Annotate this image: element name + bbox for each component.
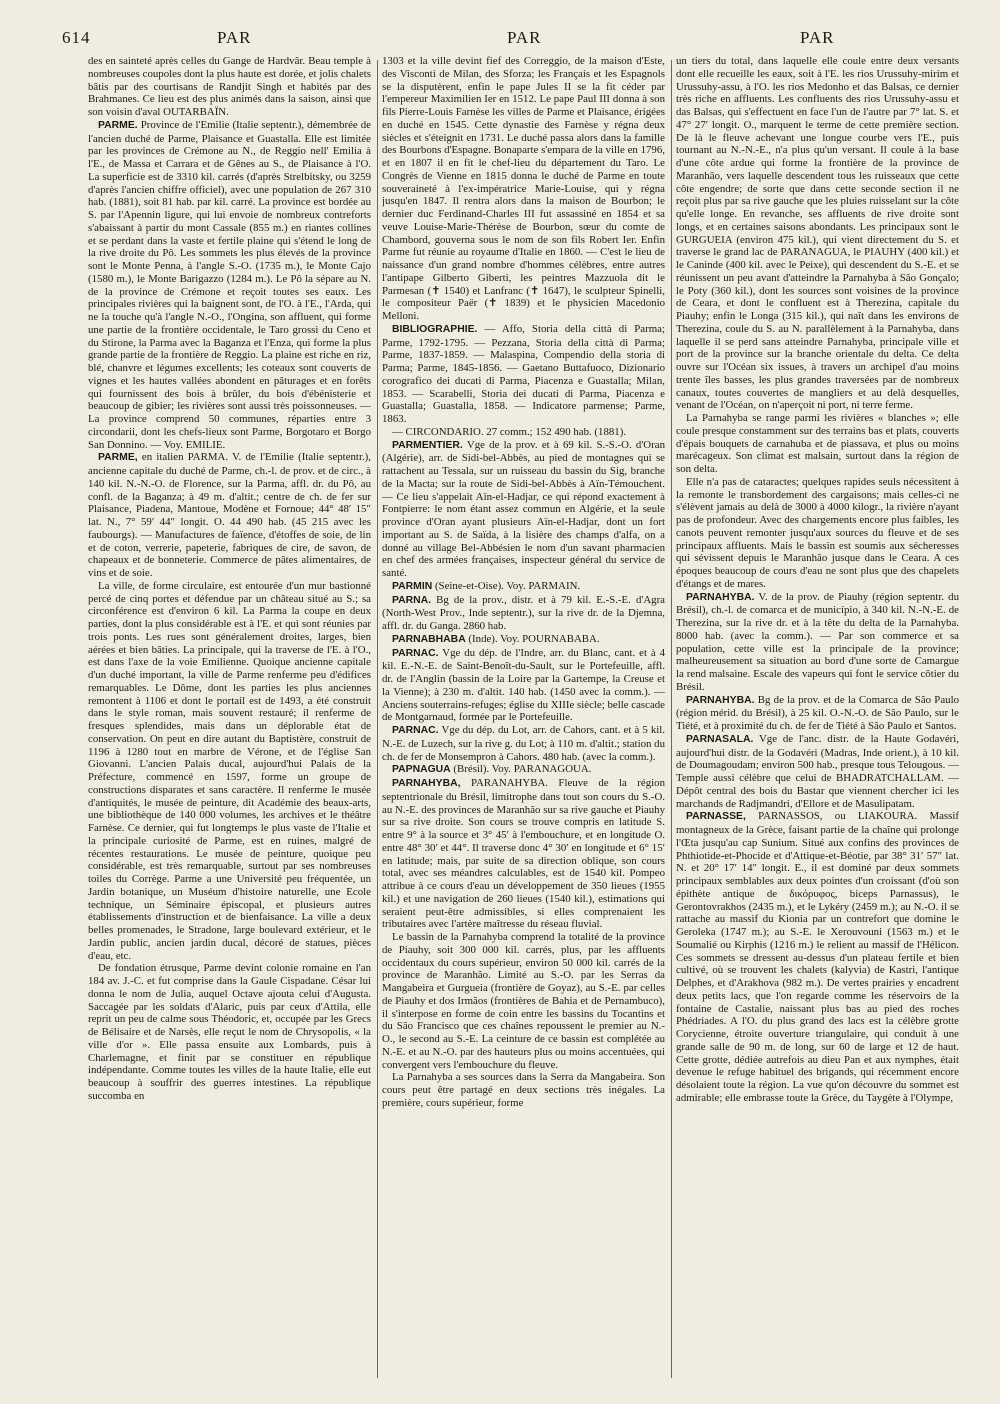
entry-headword: PARME. [98,119,138,131]
dictionary-entry [382,763,665,777]
entry-text: Elle n'a pas de cataractes; quelques rapides seuls nécessitent à la remonte le transbordement des cargaisons; mais celles-ci ne s'élèvent jamais au delà de 3000 à 4000 kilogr., la rivière n'ayant pas de profondeur. Avec des chargements encore plus faibles, les canots peuvent remonter jusqu'aux sources du fleuve et de ses principaux affluents. Mais le bassin est soumis aux sécheresses qui sévissent depuis le Maranhão jusque dans le Ceara. A ces époques beaucoup de cours d'eau ne sont plus que des chapelets d'étangs et de mares. [676,475,959,590]
entry-paragraph [88,580,371,963]
entry-headword: PARMIN [392,580,433,592]
entry-text: Province de l'Emilie (Italie septentr.), démembrée de l'ancien duché de Parme, Plaisance et Guastalla. Elle est limitée par les provinces de Crémone au N., de Reggio nell' Emilia à l'E., de Massa et Carrara et de Gênes au S., de Plaisance à l'O. La superficie est de 3310 kil. carrés (d'après Strelbitsky, ou 3259 d'après l'ancien chiffre officiel), avec une population de 267 310 hab. (1881), soit 81 hab. par kil. carré. La province est bordée au S. par l'Apennin ligure, qui lui envoie de nombreux contreforts s'abaissant à partir du mont Cassale (855 m.) en riantes collines et se perdant dans la vaste et fertile plaine qui s'étend le long de la rive droite du Pô. Les sommets les plus élevés de la province sont le Monte Penna, à l'angle S.-O. (1735 m.), le Monte Cajo (1580 m.), le Monte Barigazzo (1284 m.). Le Pô la sépare au N. de la province de Crémone et reçoit toutes ses eaux. Les principales rivières qui la baignent sont, de l'O. à l'E., l'Arda, qui ne la touche qu'à l'angle N.-O., l'Ongina, son affluent, qui forme une partie de la frontière occidentale, le Taro grossi du Ceno et du Stirone, la Parma avec la Baganza et l'Enza, qui forme la plus grande partie de la frontière de Reggio. La plaine est riche en riz, blé, chanvre et légumes excellents; les coteaux sont couverts de vignes et les hautes vallées abondent en pâturages et en forêts qui fournissent des bois à brûler, du bois d'ébénisterie et beaucoup de gibier; les rivières sont aussi très poissonneuses. — La province comprend 50 communes, réparties entre 3 circondarii, dont les chefs-lieux sont Parme, Borgotaro et Borgo San Donnino. — Voy. EMILIE. [88,118,371,451]
entry-paragraph [676,412,959,476]
entry-text: De fondation étrusque, Parme devint colonie romaine en l'an 184 av. J.-C. et fut comprise dans la Gaule Cispadane. César lui donna le nom de Julia, auquel Octave ajouta celui d'Augusta. Saccagée par les soldats d'Alaric, puis par ceux d'Attila, elle reprit un peu de calme sous Théodoric, et, occupée par les Grecs de Bélisaire et de Narsès, elle reçut le nom de Chrysopolis, « la ville d'or ». Elle passa ensuite aux Lombards, puis à Charlemagne, et finit par se constituer en république indépendante. Comme toutes les villes de la haute Italie, elle eut beaucoup à souffrir des guerres intestines. La république succomba en [88,962,371,1102]
entry-paragraph [676,55,959,412]
dictionary-entry [382,594,665,633]
dictionary-entry [382,439,665,580]
entry-headword: PAPNAGUA [392,764,451,776]
entry-headword: PARNAC. [392,725,439,736]
header-center-title: PAR [507,28,542,47]
entry-headword: PARMENTIER. [392,439,463,451]
entry-text: La Parnahyba se range parmi les rivières « blanches »; elle coule presque constamment sur des terrains bas et plats, couverts d'épais bouquets de carnahuba et de piassava, et plus ou moins marécageux. Son climat est malsain, surtout dans la région de son delta. [676,412,959,475]
dictionary-entry [88,451,371,580]
page-number: 614 [62,28,91,47]
entry-text: en italien PARMA. V. de l'Emilie (Italie septentr.), ancienne capitale du duché de Parme, ch.-l. de prov. et de circ., à 140 kil. N.-N.-O. de Florence, sur la Parma, affl. dr. du Pô, au confl. de la Baganza; à 49 m. d'altit.; centre de ch. de fer sur Plaisance, Piadena, Mantoue, Modène et Fornoue; 44° 48′ 15″ lat. N., 7° 59′ 44″ longit. O. 44 490 hab. (45 215 avec les faubourgs). — Manufactures de faïence, d'étoffes de soie, de lin et de coton, verrerie, papeterie, fabriques de cire, de savon, de chapeaux et de bonneterie. Commerce de pâtes alimentaires, de vins et de soie. [88,451,371,579]
entry-paragraph [382,55,665,323]
column-right [676,55,959,1385]
entry-headword: PARNAC. [392,647,439,659]
entry-text: Vge du dép. de l'Indre, arr. du Blanc, cant. et à 4 kil. E.-N.-E. de Saint-Benoît-du-Sault, sur le Portefeuille, affl. dr. de l'Anglin (bassin de la Loire par la Gartempe, la Creuse et la Vienne); à 230 m. d'altit. 140 hab. (1450 avec la comm.). — Anciens souterrains-refuges; église du XIIIe siècle; belle cascade de Montgarnaud, formée par le Portefeuille. [382,646,665,724]
dictionary-entry [676,694,959,733]
entry-text: des en sainteté après celles du Gange de Hardvâr. Beau temple à nombreuses coupoles dont la plus haute est dorée, et jolis chalets bâtis par des courtisans de Randjit Singh et habités par des Brahmanes. Ce lieu est des plus animés dans la saison, ainsi que son voisin d'aval OUTARBAÏN. [88,55,371,118]
entry-text: (Seine-et-Oise). Voy. PARMAIN. [434,579,581,592]
entry-text: — CIRCONDARIO. 27 comm.; 152 490 hab. (1881). [392,425,627,438]
dictionary-entry [676,810,959,1104]
running-header [62,28,942,58]
entry-text: PARNASSOS, ou LIAKOURA. Massif montagneux de la Grèce, faisant partie de la chaîne qui prolonge l'Œta jusqu'au cap Sunium. Situé aux confins des provinces de Phthiotide-et-Phocide et d'Attique-et-Béotie, par 38° 31′ 57″ lat. N. et 20° 17′ 14″ longit. E., il est dominé par deux sommets principaux semblables aux deux pointes d'un croissant (d'où son épithète antique de δικόρυφος, biceps Parnassus), le Gerontovrakhos (2435 m.), et le Lykéry (2459 m.); au N.-O. il se rattache au massif du Kionia par un contrefort que domine le Geroleka (1747 m.); au S.-E. le Xerouvouni (1563 m.) et le Soumalié ou Kirphis (1216 m.) le relient au massif de l'Hélicon. Ces sommets se dressent au-dessus d'un plateau fertile et bien cultivé, où se trouvent les chalets (kalyvia) de Kastri, l'antique Delphes, et d'Arakhova (982 m.). De vertes prairies y encadrent deux petits lacs, que l'on regarde comme les réservoirs de la fontaine de Castalie, naissant plus bas au pied des roches Phédriades. A l'O. du plus grand des lacs est la célèbre grotte Corycienne, étroite ouverture triangulaire, qui conduit à une grande salle de 90 m. de long, sur 60 de large et 12 de haut. Cette grotte, dédiée autrefois au dieu Pan et aux nymphes, était devenue le refuge habituel des brigands, qui récemment encore désolaient toute la région. La vue qu'on découvre du sommet est admirable; elle embrasse toute la Grèce, du Taygète à l'Olympe, [676,810,959,1104]
entry-headword: PARNAHYBA, [392,778,461,789]
entry-text: 1303 et la ville devint fief des Correggio, de la maison d'Este, des Visconti de Milan, des Sforza; les Français et les Espagnols se la disputèrent, enfin le pape Jules II se la fit céder par l'empereur Maximilien Ier en 1512. Le pape Paul III donna à son fils Pierre-Louis Farnèse les villes de Parme et Plaisance, érigées en duché en 1545. Cette dynastie des Farnèse y régna deux siècles et s'éteignit en 1731. Le duché passa alors dans la famille des Bourbons d'Espagne. Bonaparte s'empara de la ville en 1796, et en 1807 il en fit le chef-lieu du département du Taro. Le Congrès de Vienne en 1815 donna le duché de Parme en toute souveraineté à l'ex-impératrice Marie-Louise, qui y régna jusqu'en 1847. Il rentra alors dans la maison de Bourbon; le dernier duc Ferdinand-Charles III fut assassiné en 1854 et sa veuve Louise-Marie-Thérèse de Bourbon, sœur du comte de Chambord, gouverna sous le nom de son fils Robert Ier. Enfin Parme fut réunie au royaume d'Italie en 1860. — C'est le lieu de naissance d'un grand nombre d'hommes célèbres, entre autres l'antipape Gilberto Giberti, les peintres Mazzuola dit le Parmesan (✝ 1540) et Lanfranc (✝ 1647), le sculpteur Spinelli, le compositeur Paër (✝ 1839) et le physicien Macedonio Melloni. [382,55,665,322]
entry-text: Bg de la prov. et de la Comarca de São Paulo (région mérid. du Brésil), à 25 kil. O.-N.-O. de São Paulo, sur le Tiété, et à proximité du ch. de fer de Tiété à São Paulo et Santos. [676,693,959,732]
dictionary-entry [382,580,665,594]
entry-paragraph [382,426,665,439]
entry-text: Bg de la prov., distr. et à 79 kil. E.-S.-E. d'Agra (North-West Prov., Inde septentr.), sur la rive dr. de la Djemna, affl. dr. du Ganga. 2860 hab. [382,593,665,632]
header-left-title: PAR [217,28,252,47]
entry-paragraph [676,476,959,591]
entry-text: La Parnahyba a ses sources dans la Serra da Mangabeira. Son cours peut être partagé en deux sections très inégales. La première, cours supérieur, forme [382,1071,665,1109]
dictionary-entry [382,323,665,426]
column-divider [377,60,378,1378]
entry-text: PARANAHYBA. Fleuve de la région septentrionale du Brésil, limitrophe dans tout son cours du S.-O. au N.-E. des provinces de Maranhão sur sa rive gauche et Piauhy sur sa rive droite. Son cours se trouve compris en latitude S. entre 9° à la source et 3° 45′ à l'embouchure, et en longitude O. entre 48° 30′ et 44°. Il traverse donc 4° 30′ en longitude et 6° 15′ en latitude; mais, par suite de sa direction oblique, son cours total, avec ses méandres calculables, est de 1540 kil. Pompeo attribue à ce cours d'eau un développement de 350 lieues (1955 kil.) et une navigation de 260 lieues (1540 kil.), estimations qui seraient peut-être admissibles, si elles comprenaient les tributaires avec l'artère maîtresse du réseau fluvial. [382,777,665,931]
entry-headword: PARNASALA. [686,733,754,745]
entry-text: un tiers du total, dans laquelle elle coule entre deux versants dont elle recueille les eaux, soit à l'E. les rios Urussuhy-mirim et Urussuhy-assu, à l'O. les rios Medonho et das Balsas, ce dernier très riche en affluents. Les confluents des rios Urussuhy-assu et das Balsas, qui s'effectuent en face l'un de l'autre par 7° lat. S. et 47° 27′ longit. O., marquent le terme de cette première section. De là le fleuve achevant une longue courbe vers l'E., puis tournant au N.-N.-E., n'a plus qu'un versant. Il coule à la base d'une côte ardue qui forme la frontière de la province de Maranhão, vers laquelle descendent tous les ruisseaux que cette côte engendre; de sorte que dans cette seconde section il ne reçoit plus par sa rive gauche que les pluies ruisselant sur la côte qu'elle longe. En revanche, ses affluents de rive droite sont longs, et en certaines saisons abondants. Les principaux sont le GURGUEIA (environ 475 kil.), qui vient directement du S. et traverse le grand lac de PARANAGUA, le PIAUHY (400 kil.) et le Caninde (400 kil. avec le Peixe), qui descendent du S.-E. et se réunissent un peu avant d'atteindre la Parnahyba à São Gonçalo; le Poty (360 kil.), dont les sources sont voisines de la province de Ceara, et dont le confluent est à Therezina, capitale du Piauhy; enfin le Longa (315 kil.), qui naît dans les environs de Therezina, coule du S. au N. parallèlement à la Parnahyba, dans laquelle il se perd sans atteindre Parnahyba, principale ville et port de la province sur la branche orientale du delta. Ce delta ouvre sur l'Océan six issues, à travers un archipel d'au moins trente îles basses, les plus grandes traversées par de nombreux canaux, toutes couvertes de mangliers et au delà desquelles, venant de l'Océan, on n'aperçoit ni port, ni terre ferme. [676,55,959,412]
entry-headword: BIBLIOGRAPHIE. [392,323,478,335]
entry-text: La ville, de forme circulaire, est entourée d'un mur bastionné percé de cinq portes et défendue par un château situé au S.; sa circonférence est d'environ 6 kil. La Parma la coupe en deux parties, dont la plus considérable est à l'E. et qui sont réunies par trois ponts. Les rues sont généralement droites, larges, bien aérées et bien bâties. La principale, qui la traverse de l'E. à l'O., est dans l'axe de la voie Emilienne. Quoique ancienne capitale d'un duché important, la ville de Parme renferme peu d'édifices remarquables. Le Dôme, dont les parties les plus anciennes remontent à 1106 et dont le portail est de 1493, a été construit dans le style roman, mais souvent restauré; il renferme de fresques splendides, mais dans un déplorable état de conservation. On peut en dire autant du Baptistère, construit de 1196 à 1280 tout en marbre de Vérone, et de l'église San Giovanni. L'ancien Palais ducal, aujourd'hui Palais de la Préfecture, commencé en 1597, forme un groupe de constructions disparates et sans caractère. Il renferme le musée d'antiquités, le musée de peinture, dit Académie des beaux-arts, une bibliothèque de 140 000 volumes, les archives et le théâtre Farnèse. Ce dernier, qui fut longtemps le plus vaste de l'Italie et la principale curiosité de Parme, est en ruines, malgré de récentes restaurations. Le musée de peinture, quoique peu considérable, est très remarquable, surtout par ses nombreuses toiles du Corrège. Parme a une Université peu fréquentée, un Jardin botanique, un Muséum d'histoire naturelle, une Ecole technique, un Séminaire épiscopal, et plusieurs autres établissements d'instruction et de bienfaisance. La ville a deux belles promenades, le Stradone, large boulevard extérieur, et le Jardin public, ancien jardin ducal, décoré de statues, pièces d'eau, etc. [88,579,371,962]
entry-text: Vge de la prov. et à 69 kil. S.-S.-O. d'Oran (Algérie), arr. de Sidi-bel-Abbès, au pied de montagnes qui se rattachent au Tessala, sur un ruisseau du bassin du Sig, branche de la Macta; sur la route de Sidi-bel-Abbès à Aïn-Témouchent. — Ce lieu s'appelait Aïn-el-Hadjar, ce qui répond exactement à Fontpierre: le nom étant assez commun en Algérie, et la seule province d'Oran ayant plusieurs Aïn-el-Hadjar, dont un fort important au S. de Saïda, à la lisière des champs d'alfa, on a donné au village Bel-Abbésien le nom d'un savant pharmacien en chef des armées françaises, inspecteur général du service de santé. [382,438,665,579]
entry-headword: PARNAHYBA. [686,694,755,706]
entry-text: Le bassin de la Parnahyba comprend la totalité de la province de Piauhy, soit 300 000 kil. carrés, plus, par les affluents occidentaux du cours supérieur, environ 50 000 kil. carrés de la province de Maranhão. Limité au S.-O. par les Serras da Mangabeira et Gurgueia (frontière de Goyaz), au S.-E. par celles de Piauhy et dos Irmãos (frontières de Bahia et de Pernambuco), il s'interpose en forme de coin entre les bassins du Tocantins et du São Francisco que ces chaînes repoussent le premier au N.-O., le second au S.-E. La ceinture de ce bassin est complétée au N.-E. et au N.-O. par des hauteurs plus ou moins accentuées, qui convergent vers l'embouchure du fleuve. [382,931,665,1071]
column-center [382,55,665,1385]
dictionary-entry [88,119,371,452]
dictionary-entry [382,647,665,725]
entry-text: Vge du dép. du Lot, arr. de Cahors, cant. et à 5 kil. N.-E. de Luzech, sur la rive g. du Lot; à 110 m. d'altit.; station du ch. de fer de Monsempron à Cahors. 480 hab. (avec la comm.). [382,724,665,763]
header-right-title: PAR [800,28,835,47]
entry-headword: PARNABHABA [392,633,466,645]
column-divider [671,60,672,1378]
dictionary-entry [382,777,665,931]
entry-text: Vge de l'anc. distr. de la Haute Godavéri, aujourd'hui distr. de la Godavéri (Madras, Inde orient.), à 10 kil. de Doumagoudam; environ 500 hab., presque tous Telougous. — Temple aussi célèbre que celui de BHADRATCHALLAM. — Dépôt central des bois du Bastar que viennent chercher ici les marchands de Radjmandri, d'Ellore et de Masulipatam. [676,732,959,810]
entry-text: (Inde). Voy. POURNABABA. [468,632,600,645]
entry-text: — Affo, Storia della città di Parma; Parme, 1792-1795. — Pezzana, Storia della città di Parma; Parme, 1837-1859. — Malaspina, Compendio della storia di Parma; Parme, 1845-1856. — Gaetano Buttafuoco, Dizionario corografico dei ducati di Parma, Piacenza e Guastalla; Milan, 1853. — Scarabelli, Storia dei ducati di Parma, Piacenza e Guastalla; Guastalla, 1858. — Indicatore parmense; Parme, 1863. [382,322,665,425]
entry-headword: PARME, [98,452,138,464]
entry-headword: PARNA. [392,594,432,606]
dictionary-entry [382,724,665,763]
entry-headword: PARNAHYBA. [686,591,755,603]
dictionary-entry [676,733,959,811]
entry-paragraph [88,962,371,1102]
dictionary-entry [382,633,665,647]
entry-headword: PARNASSE, [686,811,746,823]
column-left [88,55,371,1385]
entry-paragraph [88,55,371,119]
entry-text: V. de la prov. de Piauhy (région septentr. du Brésil), ch.-l. de comarca et de município, à 340 kil. N.-N.-E. de Therezina, sur la rive dr. et à la tête du delta de la Parnahyba. 8000 hab. (avec la comm.). — Par son commerce et sa population, cette ville est la principale de la province; malheureusement sa situation au bord d'une sorte de Camargue la rend malsaine. Escale des vapeurs qui font le service côtier du Brésil. [676,590,959,693]
entry-text: (Brésil). Voy. PARANAGOUA. [453,763,592,776]
entry-paragraph [382,931,665,1071]
entry-paragraph [382,1071,665,1109]
dictionary-entry [676,591,959,694]
